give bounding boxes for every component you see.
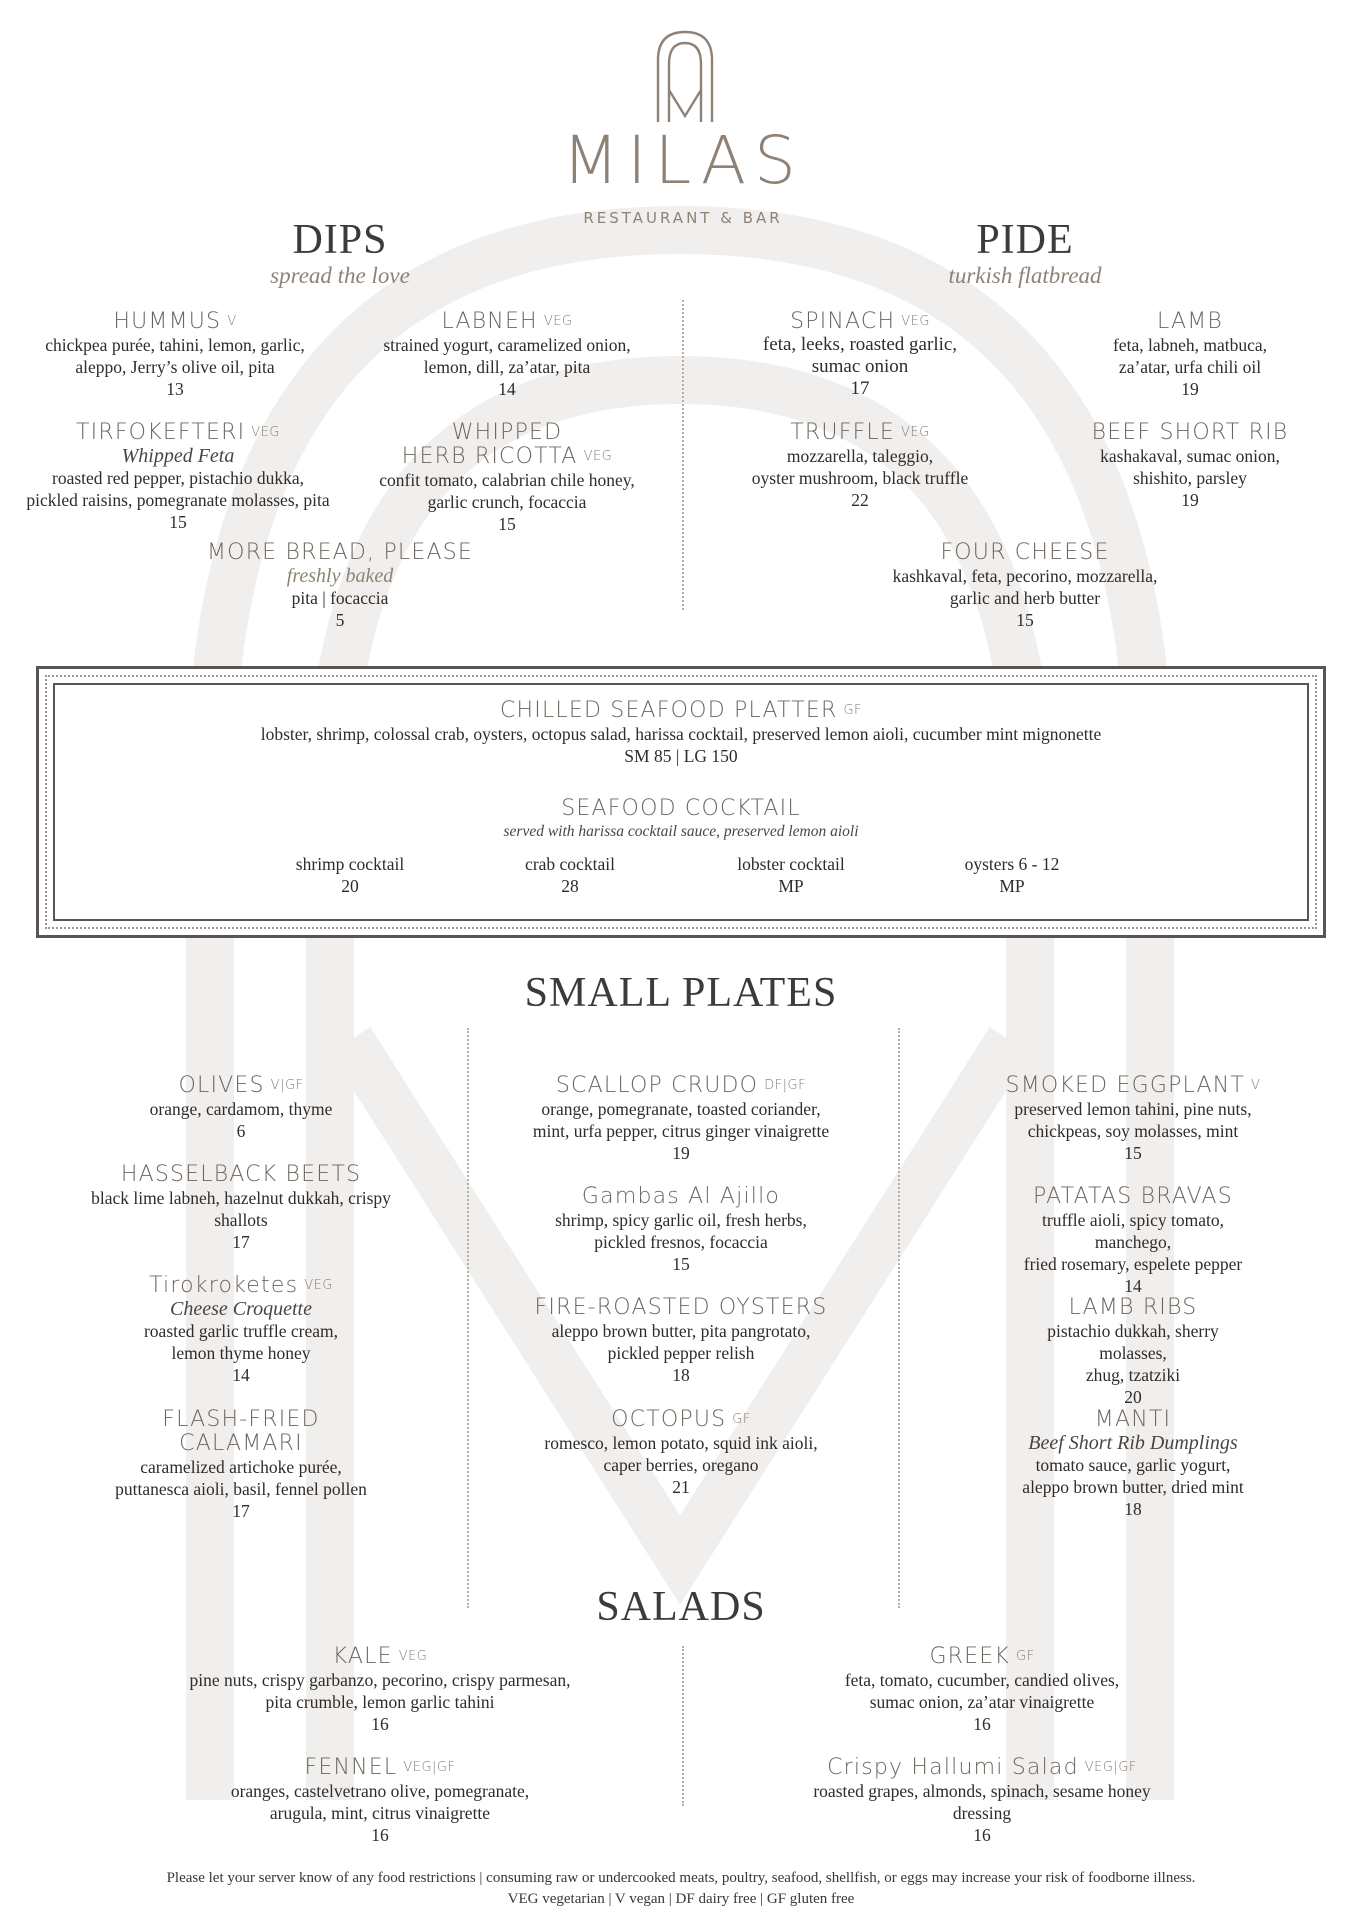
item-price: 16 bbox=[371, 1714, 389, 1734]
dietary-tag: DF|GF bbox=[764, 1078, 807, 1093]
item-description: pita | focaccia bbox=[291, 588, 389, 608]
item-description: roasted red pepper, pistachio dukka, pickled raisins, pomegranate molasses, pita bbox=[26, 468, 330, 510]
dietary-tag: GF bbox=[1016, 1649, 1035, 1664]
brand-name: MILAS bbox=[562, 122, 804, 199]
menu-item-lamb-ribs bbox=[1020, 1296, 1247, 1408]
dietary-tag: VEG bbox=[901, 425, 930, 440]
item-name: BEEF SHORT RIB bbox=[1091, 420, 1289, 445]
item-name: SPINACH VEG bbox=[790, 309, 930, 334]
item-description: roasted garlic truffle cream, lemon thyme honey bbox=[143, 1321, 339, 1363]
item-price: 14 bbox=[232, 1365, 250, 1385]
menu-item-chilled-seafood-platter bbox=[261, 699, 1102, 767]
item-name: CHILLED SEAFOOD PLATTER GF bbox=[499, 698, 863, 723]
item-description: pistachio dukkah, sherry molasses, zhug, tzatziki bbox=[1047, 1321, 1219, 1385]
footer-legend: VEG vegetarian | V vegan | DF dairy free | GF gluten free bbox=[507, 1891, 855, 1907]
dips-pide-divider bbox=[682, 300, 684, 610]
item-description: mozzarella, taleggio, oyster mushroom, black truffle bbox=[751, 446, 969, 488]
item-description: truffle aioli, spicy tomato, manchego, fried rosemary, espelete pepper bbox=[1023, 1210, 1243, 1274]
item-price: 15 bbox=[1016, 610, 1034, 630]
logo-icon bbox=[654, 28, 716, 124]
item-description: feta, leeks, roasted garlic, sumac onion bbox=[762, 334, 958, 377]
dietary-tag: VEG bbox=[251, 425, 280, 440]
item-name: Crispy Hallumi Salad VEG|GF bbox=[827, 1755, 1137, 1780]
item-description: roasted grapes, almonds, spinach, sesame honey dressing bbox=[813, 1781, 1151, 1823]
menu-item-fire-roasted-oysters bbox=[535, 1296, 828, 1386]
menu-item-patatas-bravas bbox=[1020, 1185, 1247, 1297]
cocktail-option: shrimp cocktail 20 bbox=[295, 854, 405, 896]
brand-tagline: RESTAURANT & BAR bbox=[583, 209, 783, 227]
menu-item-kale bbox=[190, 1645, 571, 1735]
item-description: pine nuts, crispy garbanzo, pecorino, crispy parmesan, pita crumble, lemon garlic tahini bbox=[189, 1670, 571, 1712]
item-name: GREEK GF bbox=[929, 1644, 1035, 1669]
item-description: feta, tomato, cucumber, candied olives, sumac onion, za’atar vinaigrette bbox=[844, 1670, 1120, 1712]
item-price: 16 bbox=[973, 1825, 991, 1845]
dietary-tag: V|GF bbox=[270, 1078, 304, 1093]
dietary-tag: VEG bbox=[543, 314, 573, 329]
item-name: Gambas Al Ajillo bbox=[581, 1184, 781, 1209]
item-description: tomato sauce, garlic yogurt, aleppo brown butter, dried mint bbox=[1022, 1455, 1244, 1497]
item-name: Tirokroketes VEG bbox=[149, 1273, 333, 1298]
menu-item-scallop-crudo bbox=[533, 1074, 829, 1164]
item-name: SEAFOOD COCKTAIL bbox=[561, 796, 801, 821]
menu-item-octopus bbox=[544, 1408, 817, 1498]
dietary-tag: VEG|GF bbox=[1084, 1760, 1137, 1775]
item-description: lobster, shrimp, colossal crab, oysters, octopus salad, harissa cocktail, preserved lemon aioli, cucumber mint mignonette bbox=[260, 724, 1102, 744]
dietary-tag: VEG bbox=[398, 1649, 428, 1664]
item-price: 15 bbox=[498, 514, 516, 534]
item-name: FENNEL VEG|GF bbox=[304, 1755, 456, 1780]
item-description: preserved lemon tahini, pine nuts, chickpeas, soy molasses, mint bbox=[1014, 1099, 1252, 1141]
item-name: MORE BREAD, PLEASE bbox=[207, 540, 473, 565]
cocktail-option: oysters 6 - 12 MP bbox=[964, 854, 1060, 896]
dietary-tag: V bbox=[227, 314, 237, 329]
item-description: kashakaval, sumac onion, shishito, parsley bbox=[1100, 446, 1280, 488]
menu-item-beef-short-rib bbox=[1092, 421, 1289, 511]
item-description: orange, cardamom, thyme bbox=[149, 1099, 333, 1119]
cocktail-option: crab cocktail 28 bbox=[525, 854, 615, 896]
menu-item-smoked-eggplant bbox=[1006, 1074, 1261, 1164]
item-price: 15 bbox=[1124, 1143, 1142, 1163]
small-plates-divider-left bbox=[467, 1028, 469, 1608]
item-description: kashkaval, feta, pecorino, mozzarella, garlic and herb butter bbox=[892, 566, 1158, 608]
cocktail-option: lobster cocktail MP bbox=[737, 854, 845, 896]
item-description: strained yogurt, caramelized onion, lemon, dill, za’atar, pita bbox=[383, 335, 631, 377]
item-description: black lime labneh, hazelnut dukkah, crispy shallots bbox=[91, 1188, 391, 1230]
item-name: WHIPPED HERB RICOTTA VEG bbox=[401, 420, 613, 469]
item-price: 20 bbox=[1124, 1387, 1142, 1407]
item-name: HUMMUS V bbox=[113, 309, 237, 334]
item-name: PATATAS BRAVAS bbox=[1033, 1184, 1233, 1209]
item-price: 14 bbox=[498, 379, 516, 399]
dietary-tag: VEG bbox=[901, 314, 930, 329]
dietary-tag: VEG|GF bbox=[403, 1760, 456, 1775]
item-name: TRUFFLE VEG bbox=[790, 420, 930, 445]
item-name: SMOKED EGGPLANT V bbox=[1005, 1073, 1261, 1098]
item-name: MANTI bbox=[1094, 1407, 1172, 1432]
item-subtitle: freshly baked bbox=[286, 565, 394, 587]
small-plates-title: SMALL PLATES bbox=[524, 970, 838, 1016]
menu-item-greek bbox=[845, 1645, 1119, 1735]
menu-item-olives bbox=[150, 1074, 333, 1142]
item-name: HASSELBACK BEETS bbox=[120, 1162, 362, 1187]
item-price: 5 bbox=[335, 610, 345, 630]
item-name: KALE VEG bbox=[332, 1644, 428, 1669]
menu-item-more-bread bbox=[207, 541, 473, 631]
item-description: confit tomato, calabrian chile honey, garlic crunch, focaccia bbox=[379, 470, 635, 512]
item-description: orange, pomegranate, toasted coriander, mint, urfa pepper, citrus ginger vinaigrette bbox=[532, 1099, 830, 1141]
dietary-tag: V bbox=[1251, 1078, 1261, 1093]
item-price: 19 bbox=[1181, 490, 1199, 510]
item-price: 15 bbox=[672, 1254, 690, 1274]
menu-item-tirfokefteri bbox=[26, 421, 329, 533]
item-note: served with harissa cocktail sauce, preserved lemon aioli bbox=[503, 823, 859, 840]
item-description: romesco, lemon potato, squid ink aioli, caper berries, oregano bbox=[544, 1433, 818, 1475]
menu-item-four-cheese bbox=[893, 541, 1158, 631]
item-price: SM 85 | LG 150 bbox=[624, 746, 738, 766]
item-description: shrimp, spicy garlic oil, fresh herbs, pickled fresnos, focaccia bbox=[555, 1210, 807, 1252]
dips-title: DIPS bbox=[292, 217, 388, 263]
item-price: 14 bbox=[1124, 1276, 1142, 1296]
item-description: caramelized artichoke purée, puttanesca aioli, basil, fennel pollen bbox=[115, 1457, 367, 1499]
dietary-tag: GF bbox=[732, 1412, 751, 1427]
item-name: OLIVES V|GF bbox=[178, 1073, 304, 1098]
menu-item-labneh bbox=[383, 310, 630, 400]
item-price: 6 bbox=[236, 1121, 246, 1141]
item-name: LABNEH VEG bbox=[441, 309, 573, 334]
menu-item-hasselback-beets bbox=[91, 1163, 391, 1253]
dietary-tag: GF bbox=[843, 703, 863, 718]
item-price: 19 bbox=[1181, 379, 1199, 399]
salads-title: SALADS bbox=[596, 1584, 766, 1630]
item-name: TIRFOKEFTERI VEG bbox=[76, 420, 280, 445]
item-price: 17 bbox=[232, 1501, 250, 1521]
menu-item-hummus bbox=[45, 310, 304, 400]
item-price: 18 bbox=[1124, 1499, 1142, 1519]
item-price: 13 bbox=[166, 379, 184, 399]
item-price: 21 bbox=[672, 1477, 690, 1497]
menu-item-tirokroketes bbox=[144, 1274, 338, 1386]
menu-item-fennel bbox=[231, 1756, 529, 1846]
item-name: FLASH-FRIED CALAMARI bbox=[162, 1407, 320, 1456]
item-description: chickpea purée, tahini, lemon, garlic, aleppo, Jerry’s olive oil, pita bbox=[45, 335, 305, 377]
item-price: 15 bbox=[169, 512, 187, 532]
dips-subtitle: spread the love bbox=[270, 263, 410, 288]
item-price: 17 bbox=[850, 378, 870, 399]
item-subtitle: Cheese Croquette bbox=[169, 1298, 312, 1320]
item-price: 19 bbox=[672, 1143, 690, 1163]
item-price: 17 bbox=[232, 1232, 250, 1252]
item-price: 16 bbox=[973, 1714, 991, 1734]
dietary-tag: VEG bbox=[583, 449, 613, 464]
menu-item-seafood-cocktail bbox=[504, 797, 859, 843]
item-description: aleppo brown butter, pita pangrotato, pickled pepper relish bbox=[551, 1321, 811, 1363]
item-subtitle: Beef Short Rib Dumplings bbox=[1028, 1432, 1238, 1454]
pide-title: PIDE bbox=[976, 217, 1074, 263]
item-name: FOUR CHEESE bbox=[940, 540, 1110, 565]
menu-item-manti bbox=[1022, 1408, 1243, 1520]
menu-item-truffle bbox=[752, 421, 968, 511]
menu-item-lamb bbox=[1113, 310, 1267, 400]
item-price: 18 bbox=[672, 1365, 690, 1385]
menu-item-whipped-herb-ricotta bbox=[379, 421, 634, 535]
salads-divider bbox=[682, 1646, 684, 1806]
item-price: 16 bbox=[371, 1825, 389, 1845]
pide-subtitle: turkish flatbread bbox=[948, 263, 1102, 288]
item-name: LAMB bbox=[1157, 309, 1223, 334]
dietary-tag: VEG bbox=[304, 1278, 333, 1293]
item-description: feta, labneh, matbuca, za’atar, urfa chili oil bbox=[1112, 335, 1268, 377]
item-name: FIRE-ROASTED OYSTERS bbox=[534, 1295, 828, 1320]
item-price: 22 bbox=[851, 490, 869, 510]
menu-item-crispy-hallumi-salad bbox=[793, 1756, 1171, 1846]
footer-notice: Please let your server know of any food restrictions | consuming raw or undercooked meats, poultry, seafood, shellfish, or eggs may increase your risk of foodborne illness. bbox=[166, 1870, 1196, 1886]
item-description: oranges, castelvetrano olive, pomegranate, arugula, mint, citrus vinaigrette bbox=[230, 1781, 530, 1823]
small-plates-divider-right bbox=[898, 1028, 900, 1608]
menu-item-spinach bbox=[763, 310, 957, 400]
menu-item-gambas-al-ajillo bbox=[555, 1185, 807, 1275]
menu-item-flash-fried-calamari bbox=[115, 1408, 367, 1522]
item-name: OCTOPUS GF bbox=[611, 1407, 751, 1432]
item-name: SCALLOP CRUDO DF|GF bbox=[555, 1073, 807, 1098]
item-subtitle: Whipped Feta bbox=[121, 445, 235, 467]
item-name: LAMB RIBS bbox=[1068, 1295, 1198, 1320]
